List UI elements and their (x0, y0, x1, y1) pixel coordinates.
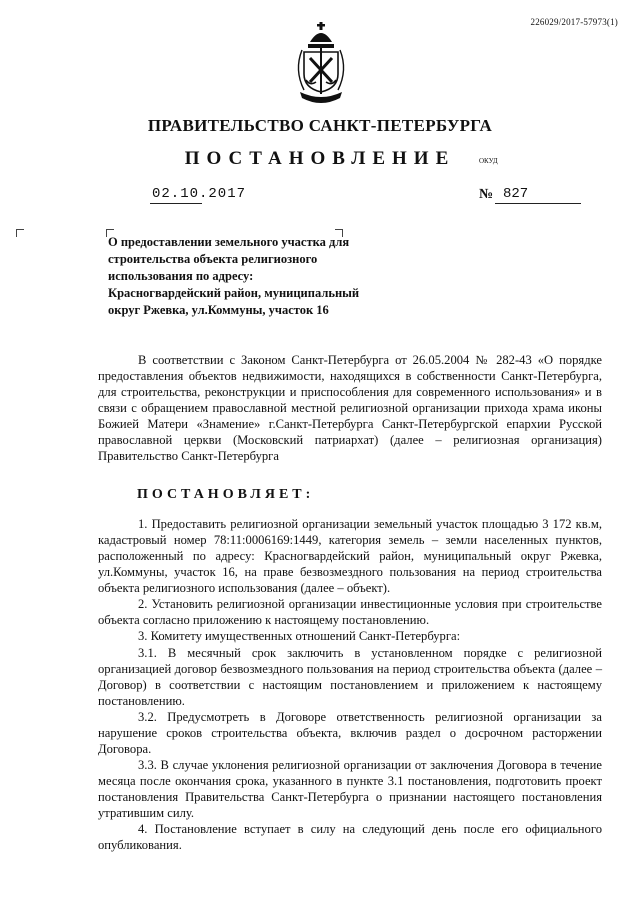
paragraph-3-2: 3.2. Предусмотреть в Договоре ответственность религиозной организации за нарушение сроков строительства объекта, включив раздел о досрочном расторжении Договора. (98, 710, 602, 756)
okud-label: ОКУД (479, 157, 498, 165)
document-id: 226029/2017-57973(1) (530, 17, 618, 27)
paragraph-1: 1. Предоставить религиозной организации земельный участок площадью 3 172 кв.м, кадастровый номер 78:11:0006169:1449, категория земель – земли населенных пунктов, расположенный по адресу: Красногвардейский район, муниципальный округ Ржевка, ул.Коммуны, участок 16, на праве безвозмездного пользования на период строительства объекта религиозного использования (далее – объект). (98, 517, 602, 595)
paragraph-3-1: 3.1. В месячный срок заключить в установленном порядке с религиозной организацией договор безвозмездного пользования на период строительства объекта (далее – Договор) в соответствии с настоящим постановлением и приложением к настоящему постановлению. (98, 646, 602, 708)
decree-date: 02.10.2017 (152, 186, 247, 202)
resolves-heading: ПОСТАНОВЛЯЕТ: (137, 487, 315, 502)
preamble-paragraph: В соответствии с Законом Санкт-Петербурга от 26.05.2004 № 282-43 «О порядке предоставления объектов недвижимости, находящихся в собственности Санкт-Петербурга, для строительства, реконструкции и приспособления для современного использования» и в связи с обращением православной местной религиозной организации прихода храма иконы Божией Матери «Знамение» г.Санкт-Петербурга Санкт-Петербургской епархии Русской православной церкви (Московский патриархат) (далее – религиозная организация) Правительство Санкт-Петербурга (98, 353, 602, 463)
decree-subject: О предоставлении земельного участка для строительства объекта религиозного использования по адресу: Красногвардейский район, муниципальный округ Ржевка, ул.Коммуны, участок 16 (108, 235, 360, 317)
number-underline (495, 203, 581, 204)
paragraph-4: 4. Постановление вступает в силу на следующий день после его официального опубликования. (98, 822, 602, 852)
government-title: ПРАВИТЕЛЬСТВО САНКТ-ПЕТЕРБУРГА (147, 116, 493, 135)
paragraph-3: 3. Комитету имущественных отношений Санкт-Петербурга: (138, 629, 461, 643)
margin-corner-mark (16, 229, 24, 237)
decree-number: 827 (503, 186, 529, 202)
coat-of-arms-icon (290, 20, 352, 108)
date-underline (150, 203, 202, 204)
paragraph-3-3: 3.3. В случае уклонения религиозной организации от заключения Договора в течение месяца после окончания срока, указанного в пункте 3.1 постановления, подготовить проект постановления Правительства Санкт-Петербурга о признании настоящего постановления утратившим силу. (98, 758, 602, 820)
paragraph-2: 2. Установить религиозной организации инвестиционные условия при строительстве объекта согласно приложению к настоящему постановлению. (98, 597, 602, 627)
decree-title: ПОСТАНОВЛЕНИЕ (184, 148, 456, 169)
number-sign: № (479, 187, 494, 202)
